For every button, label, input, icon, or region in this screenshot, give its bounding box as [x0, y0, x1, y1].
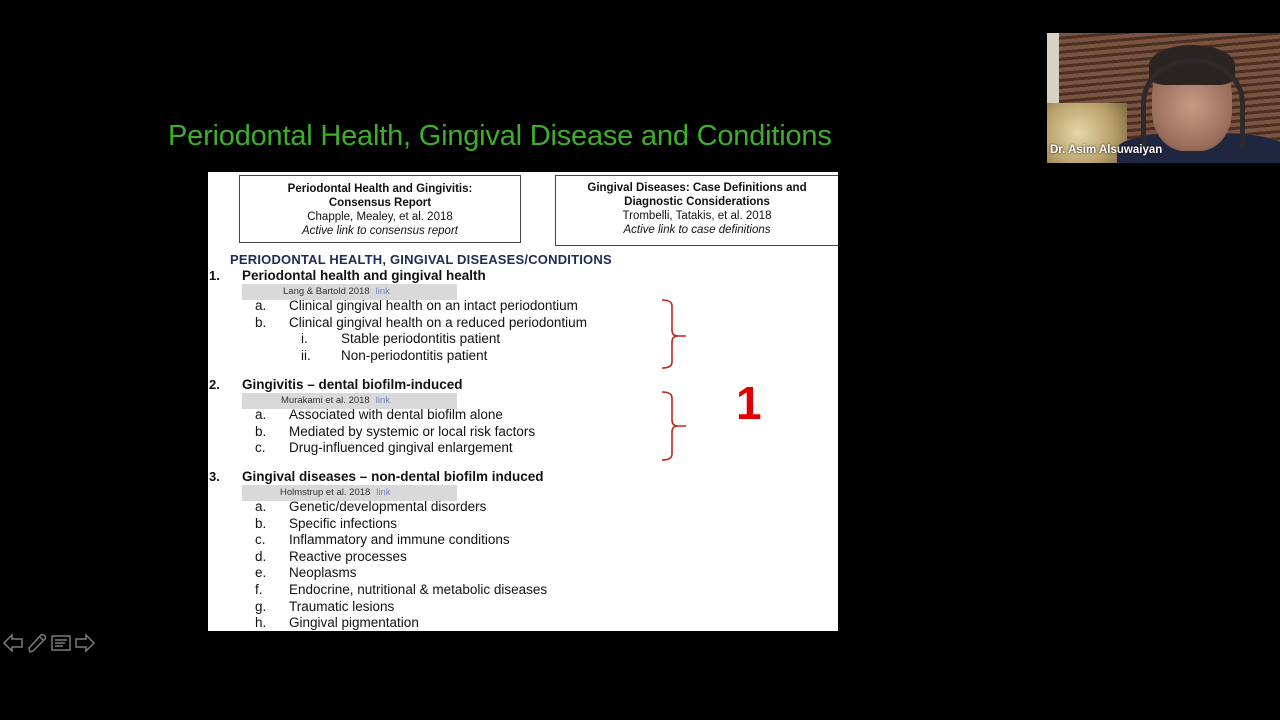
slideshow-controls [2, 632, 96, 654]
citation-text: Holmstrup et al. 2018 [280, 487, 371, 498]
reference-box-case-definitions[interactable] [555, 175, 838, 246]
item-label: f. [255, 582, 263, 597]
item-text: Genetic/developmental disorders [289, 499, 487, 514]
citation-text: Murakami et al. 2018 [281, 395, 370, 406]
item-text: Stable periodontitis patient [341, 331, 501, 346]
item-label: g. [255, 599, 267, 614]
pen-icon[interactable] [26, 632, 48, 654]
section-number: 1. [209, 268, 220, 283]
section-title: Gingival diseases – non-dental biofilm induced [242, 469, 544, 484]
annotation-number: 1 [736, 377, 762, 429]
item-text: Inflammatory and immune conditions [289, 532, 510, 547]
ref-title-line2: Diagnostic Considerations [624, 196, 770, 208]
item-label: c. [255, 440, 266, 455]
item-label: c. [255, 532, 266, 547]
item-label: ii. [301, 348, 311, 363]
item-text: Traumatic lesions [289, 599, 395, 614]
citation-link[interactable]: link [375, 395, 390, 406]
ref-authors: Trombelli, Tatakis, et al. 2018 [622, 210, 772, 222]
item-text: Reactive processes [289, 549, 407, 564]
item-label: b. [255, 516, 267, 531]
next-slide-icon[interactable] [74, 632, 96, 654]
item-label: b. [255, 424, 267, 439]
item-text: Specific infections [289, 516, 398, 531]
webcam-video[interactable] [1047, 33, 1280, 163]
item-text: Endocrine, nutritional & metabolic diseases [289, 582, 548, 597]
citation-link[interactable]: link [375, 286, 390, 297]
section-title: Periodontal health and gingival health [242, 268, 486, 283]
ref-title-line2: Consensus Report [328, 197, 432, 209]
ref-title-line1: Periodontal Health and Gingivitis: [287, 183, 473, 195]
citation-link[interactable]: link [376, 487, 391, 498]
section-number: 2. [209, 377, 220, 392]
item-label: d. [255, 549, 267, 564]
ref-authors: Chapple, Mealey, et al. 2018 [307, 211, 453, 223]
item-text: Mediated by systemic or local risk factors [289, 424, 536, 439]
item-text: Clinical gingival health on a reduced periodontium [289, 315, 587, 330]
section-title: Gingivitis – dental biofilm-induced [242, 377, 463, 392]
ref-link[interactable]: Active link to consensus report [302, 225, 458, 237]
red-brace-icon [660, 390, 690, 462]
item-text: Associated with dental biofilm alone [289, 407, 503, 422]
item-text: Neoplasms [289, 565, 357, 580]
ref-link[interactable]: Active link to case definitions [623, 224, 771, 236]
headphones [1141, 58, 1245, 148]
item-text: Non-periodontitis patient [341, 348, 488, 363]
classification-heading: PERIODONTAL HEALTH, GINGIVAL DISEASES/CONDITIONS [230, 252, 612, 267]
item-label: a. [255, 298, 267, 313]
section-number: 3. [209, 469, 220, 484]
item-text: Gingival pigmentation [289, 615, 419, 630]
item-text: Clinical gingival health on an intact periodontium [289, 298, 578, 313]
item-label: a. [255, 407, 267, 422]
item-label: h. [255, 615, 267, 630]
citation-text: Lang & Bartold 2018 [283, 286, 370, 297]
item-label: b. [255, 315, 267, 330]
slide-menu-icon[interactable] [50, 632, 72, 654]
slide-content [208, 172, 838, 631]
previous-slide-icon[interactable] [2, 632, 24, 654]
background-wall [1047, 33, 1059, 113]
ref-title-line1: Gingival Diseases: Case Definitions and [587, 182, 807, 194]
item-label: i. [301, 331, 308, 346]
participant-name: Dr. Asim Alsuwaiyan [1050, 144, 1163, 156]
item-label: e. [255, 565, 267, 580]
item-label: a. [255, 499, 267, 514]
reference-box-consensus[interactable] [239, 175, 521, 243]
slide-title: Periodontal Health, Gingival Disease and Conditions [168, 120, 832, 152]
item-text: Drug-influenced gingival enlargement [289, 440, 513, 455]
red-brace-icon [660, 298, 690, 370]
